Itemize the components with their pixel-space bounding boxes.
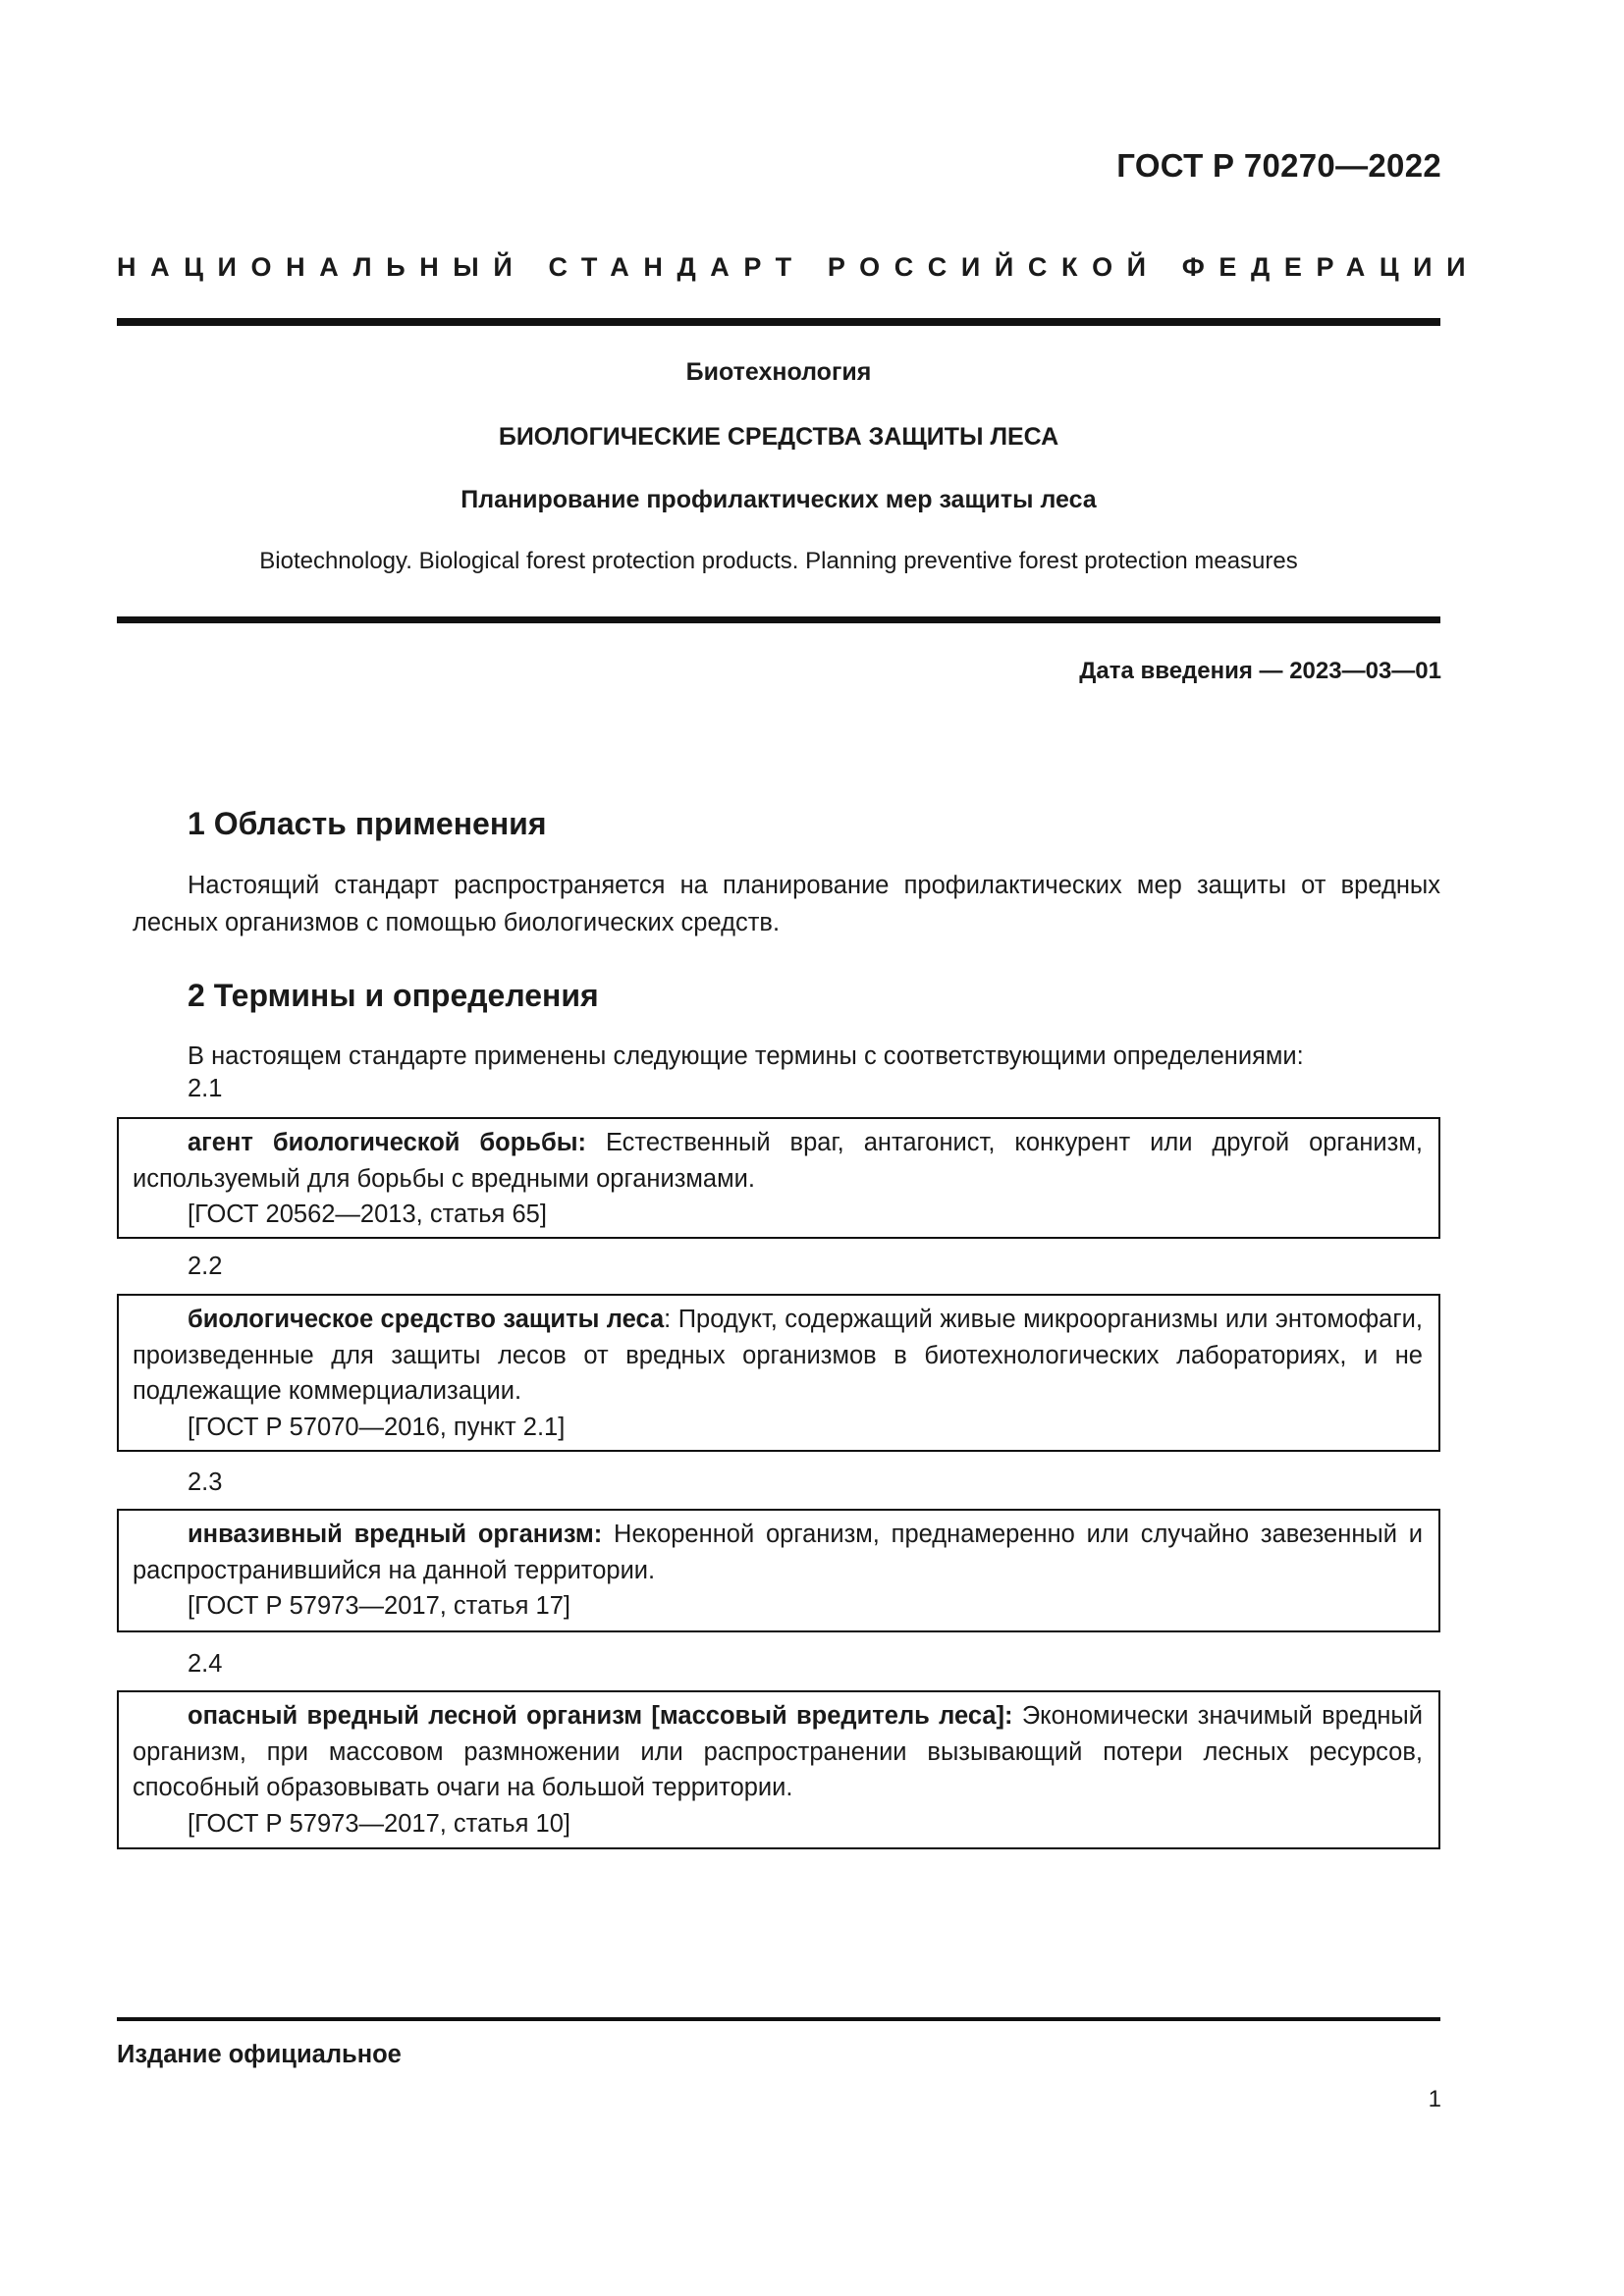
- term-definition: [133, 1125, 1423, 1197]
- term-box: [117, 1509, 1440, 1632]
- term-definition-text: Естественный враг, антагонист, конкурент или другой организм, используемый для борьбы с вредными организмами.: [133, 1129, 1423, 1193]
- national-standard-banner: НАЦИОНАЛЬНЫЙ СТАНДАРТ РОССИЙСКОЙ ФЕДЕРАЦИИ: [117, 252, 1481, 282]
- term-number: 2.2: [188, 1253, 223, 1280]
- title-sub: Планирование профилактических мер защиты леса: [460, 486, 1097, 513]
- term-definition-text: : Продукт, содержащий живые микроорганизмы или энтомофаги, произведенные для защиты лесов от вредных организмов в биотехнологических лабораториях, и не подлежащие коммерциализации.: [133, 1306, 1423, 1405]
- section-1-paragraph: [133, 867, 1440, 941]
- title-field: Биотехнология: [685, 358, 872, 386]
- title-divider: [117, 616, 1440, 623]
- page-number: 1: [1428, 2086, 1441, 2112]
- introduction-date: Дата введения — 2023—03—01: [1079, 658, 1441, 684]
- footer-divider: [117, 2017, 1440, 2021]
- term-name: опасный вредный лесной организм [массовый вредитель леса]:: [188, 1702, 1013, 1730]
- term-source: [ГОСТ 20562—2013, статья 65]: [188, 1201, 547, 1228]
- section-1-text: Настоящий стандарт распространяется на планирование профилактических мер защиты от вредных лесных организмов с помощью биологических средств.: [133, 872, 1440, 936]
- section-2-heading: 2 Термины и определения: [188, 978, 599, 1013]
- term-source: [ГОСТ Р 57973—2017, статья 17]: [188, 1592, 570, 1620]
- title-english: Biotechnology. Biological forest protection products. Planning preventive forest protection measures: [259, 548, 1298, 574]
- term-name: биологическое средство защиты леса: [188, 1306, 665, 1333]
- term-number: 2.3: [188, 1468, 223, 1496]
- term-definition: [133, 1698, 1423, 1806]
- official-edition-label: Издание официальное: [117, 2041, 402, 2068]
- term-definition: [133, 1517, 1423, 1588]
- term-source: [ГОСТ Р 57973—2017, статья 10]: [188, 1809, 570, 1838]
- term-number: 2.4: [188, 1650, 223, 1678]
- term-box: [117, 1117, 1440, 1239]
- term-name: агент биологической борьбы:: [188, 1129, 586, 1156]
- top-divider: [117, 318, 1440, 326]
- section-1-heading: 1 Область применения: [188, 806, 547, 841]
- term-definition-text: Некоренной организм, преднамеренно или случайно завезенный и распространившийся на данной территории.: [133, 1521, 1423, 1584]
- title-main: БИОЛОГИЧЕСКИЕ СРЕДСТВА ЗАЩИТЫ ЛЕСА: [498, 423, 1059, 451]
- term-box: [117, 1690, 1440, 1849]
- term-definition-text: Экономически значимый вредный организм, при массовом размножении или распространении вызывающий потери лесных ресурсов, способный образовывать очаги на большой территории.: [133, 1702, 1423, 1801]
- section-2-intro: В настоящем стандарте применены следующие термины с соответствующими определениями:: [188, 1042, 1304, 1070]
- document-number: ГОСТ Р 70270—2022: [1116, 147, 1441, 184]
- term-number: 2.1: [188, 1075, 223, 1102]
- term-name: инвазивный вредный организм:: [188, 1521, 603, 1548]
- term-definition: [133, 1302, 1423, 1410]
- term-source: [ГОСТ Р 57070—2016, пункт 2.1]: [188, 1413, 566, 1441]
- term-box: [117, 1294, 1440, 1452]
